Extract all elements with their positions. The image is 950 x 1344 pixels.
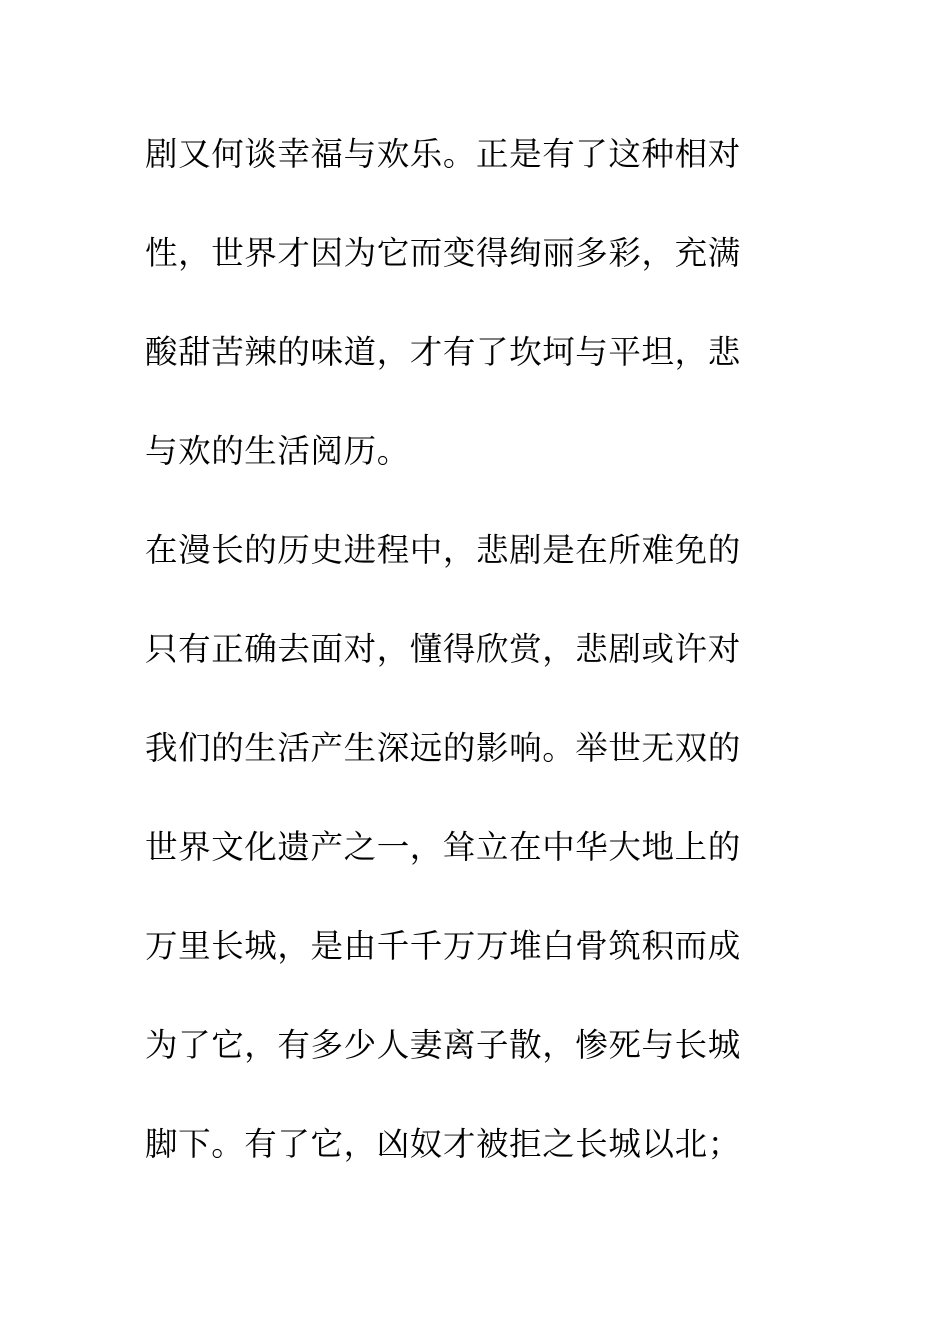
text-line: 万里长城，是由千千万万堆白骨筑积而成 [145, 927, 741, 965]
text-line: 世界文化遗产之一，耸立在中华大地上的 [145, 828, 741, 866]
body-text [145, 124, 815, 1213]
text-line: 在漫长的历史进程中，悲剧是在所难免的 [145, 531, 741, 569]
text-line: 为了它，有多少人妻离子散，惨死与长城 [145, 1026, 741, 1064]
text-line: 我们的生活产生深远的影响。举世无双的 [145, 729, 741, 767]
text-line: 脚下。有了它，凶奴才被拒之长城以北； [145, 1125, 741, 1163]
text-line: 只有正确去面对，懂得欣赏，悲剧或许对 [145, 630, 741, 668]
text-line: 酸甜苦辣的味道，才有了坎坷与平坦，悲 [145, 333, 741, 371]
text-line: 剧又何谈幸福与欢乐。正是有了这种相对 [145, 135, 741, 173]
text-line: 性，世界才因为它而变得绚丽多彩，充满 [145, 234, 741, 272]
text-line: 与欢的生活阅历。 [145, 432, 410, 470]
